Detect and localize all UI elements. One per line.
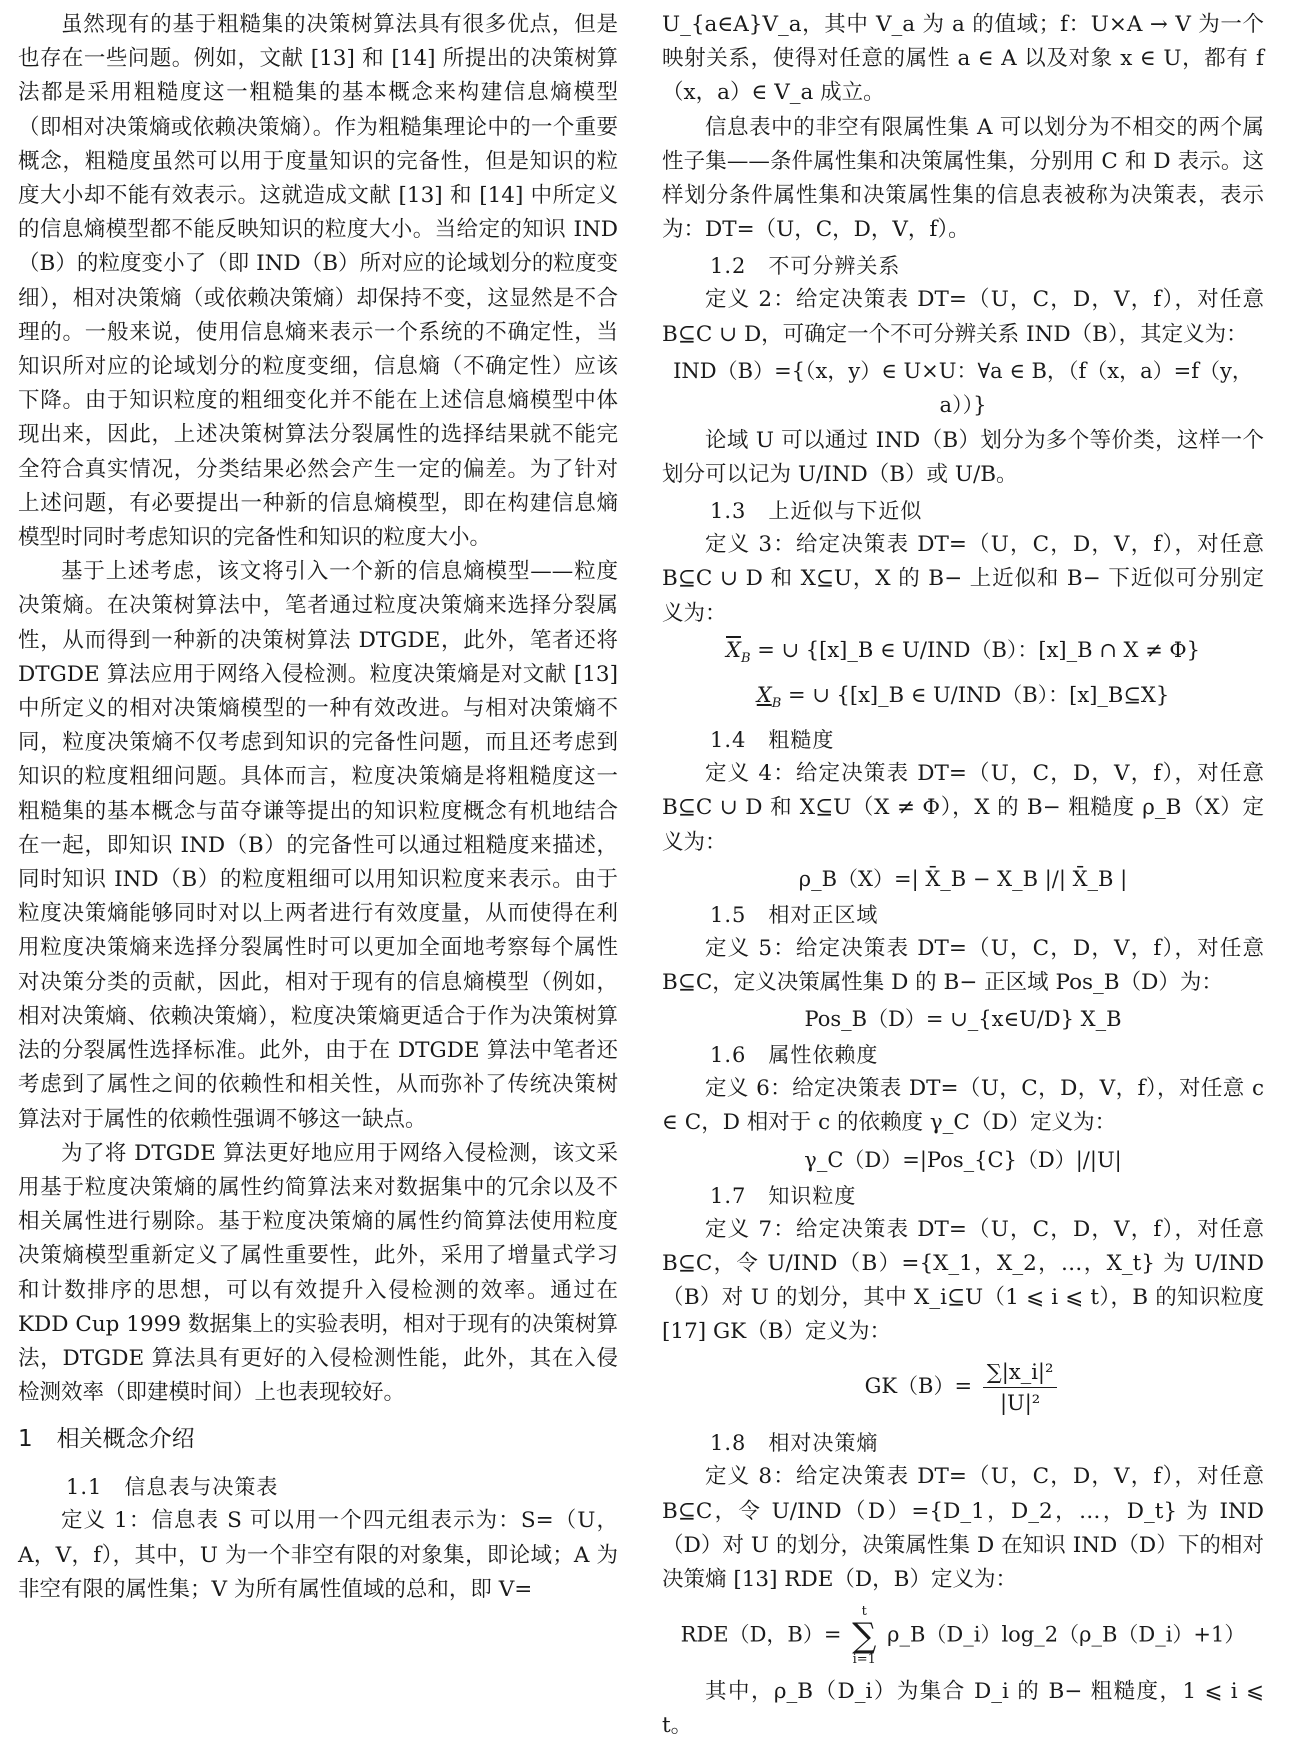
lower-approx-rhs: = ∪ {[x]_B ∈ U/IND（B）：[x]_B⊆X} xyxy=(787,683,1170,708)
lower-approximation-formula xyxy=(662,678,1264,721)
definition-8: 定义 8：给定决策表 DT=（U，C，D，V，f），对任意 B⊆C，令 U/IND（D）={D_1，D_2，…，D_t} 为 IND（D）对 U 的划分，决策属性集 D 在知识 IND（D）下的相对决策熵 [13] RDE（D，B）定义为： xyxy=(662,1464,1264,1593)
subsection-1-2-title: 不可分辨关系 xyxy=(768,254,901,279)
gk-lhs: GK（B）= xyxy=(864,1374,973,1399)
definition-2: 定义 2：给定决策表 DT=（U，C，D，V，f），对任意 B⊆C ∪ D，可确定一个不可分辨关系 IND（B），其定义为： xyxy=(662,287,1264,347)
section-1-number: 1 xyxy=(18,1426,33,1453)
subsection-1-1-heading xyxy=(18,1470,618,1504)
subsection-1-4-heading xyxy=(662,723,1264,757)
lower-approx-symbol: X xyxy=(756,683,772,708)
definition-1: 定义 1：信息表 S 可以用一个四元组表示为：S=（U，A，V，f），其中，U 为一个非空有限的对象集，即论域；A 为非空有限的属性集；V 为所有属性值域的总和，即 V= xyxy=(18,1508,618,1602)
upper-approximation-formula xyxy=(662,633,1264,676)
subsection-1-2-number: 1.2 xyxy=(710,254,747,279)
lower-approx-subscript: B xyxy=(771,696,782,712)
definition-4: 定义 4：给定决策表 DT=（U，C，D，V，f），对任意 B⊆C ∪ D 和 X⊆U（X ≠ Φ），X 的 B− 粗糙度 ρ_B（X）定义为： xyxy=(662,761,1264,855)
subsection-1-5-title: 相对正区域 xyxy=(768,902,879,927)
upper-approx-subscript: B xyxy=(740,651,751,667)
right-column xyxy=(662,8,1264,1744)
definition-8-note: 其中，ρ_B（D_i）为集合 D_i 的 B− 粗糙度，1 ⩽ i ⩽ t。 xyxy=(662,1679,1264,1739)
summation-operator xyxy=(852,1605,876,1667)
positive-region-formula: Pos_B（D）= ∪_{x∈U/D} X_B xyxy=(804,1007,1122,1032)
subsection-1-2-heading xyxy=(662,249,1264,283)
definition-3: 定义 3：给定决策表 DT=（U，C，D，V，f），对任意 B⊆C ∪ D 和 X⊆U，X 的 B− 上近似和 B− 下近似可分别定义为： xyxy=(662,532,1264,626)
partition-paragraph: 论域 U 可以通过 IND（B）划分为多个等价类，这样一个划分可以记为 U/IND（B）或 U/B。 xyxy=(662,427,1264,488)
intro-paragraph-1: 虽然现有的基于粗糙集的决策树算法具有很多优点，但是也存在一些问题。例如，文献 [13] 和 [14] 所提出的决策树算法都是采用粗糙度这一粗糙集的基本概念来构建信息熵模型（即相对决策熵或依赖决策熵）。作为粗糙集理论中的一个重要概念，粗糙度虽然可以用于度量知识的完备性，但是知识的粒度大小却不能有效表示。这就造成文献 [13] 和 [14] 中所定义的信息熵模型都不能反映知识的粒度大小。当给定的知识 IND（B）的粒度变小了（即 IND（B）所对应的论域划分的粒度变细），相对决策熵（或依赖决策熵）却保持不变，这显然是不合理的。一般来说，使用信息熵来表示一个系统的不确定性，当知识所对应的论域划分的粒度变细，信息熵（不确定性）应该下降。由于知识粒度的粗细变化并不能在上述信息熵模型中体现出来，因此，上述决策树算法分裂属性的选择结果就不能完全符合真实情况，分类结果必然会产生一定的偏差。为了针对上述问题，有必要提出一种新的信息熵模型，即在构建信息熵模型时同时考虑知识的完备性和知识的粒度大小。 xyxy=(18,12,618,551)
rde-rhs: ρ_B（D_i）log_2（ρ_B（D_i）+1） xyxy=(887,1622,1246,1647)
subsection-1-1-title: 信息表与决策表 xyxy=(124,1475,279,1500)
upper-approx-symbol: $\overline{X}$ xyxy=(726,637,741,662)
decision-table-paragraph: 信息表中的非空有限属性集 A 可以划分为不相交的两个属性子集——条件属性集和决策属性集，分别用 C 和 D 表示。这样划分条件属性集和决策属性集的信息表被称为决策表，表示为：DT=（U，C，D，V，f）。 xyxy=(662,114,1264,243)
subsection-1-3-heading xyxy=(662,494,1264,528)
subsection-1-3-title: 上近似与下近似 xyxy=(768,499,923,524)
knowledge-granularity-formula xyxy=(662,1357,1264,1418)
subsection-1-7-heading xyxy=(662,1179,1264,1213)
subsection-1-8-title: 相对决策熵 xyxy=(768,1431,879,1456)
subsection-1-3-number: 1.3 xyxy=(710,499,747,524)
subsection-1-1-number: 1.1 xyxy=(66,1475,103,1500)
relative-decision-entropy-formula xyxy=(662,1605,1264,1667)
sum-upper-limit: t xyxy=(861,1604,867,1620)
subsection-1-8-heading xyxy=(662,1426,1264,1460)
dependency-formula: γ_C（D）=|Pos_{C}（D）|/|U| xyxy=(804,1147,1122,1172)
subsection-1-5-heading xyxy=(662,898,1264,932)
subsection-1-7-number: 1.7 xyxy=(710,1183,747,1208)
definition-6: 定义 6：给定决策表 DT=（U，C，D，V，f），对任意 c ∈ C，D 相对于 c 的依赖度 γ_C（D）定义为： xyxy=(662,1076,1264,1136)
subsection-1-4-title: 粗糙度 xyxy=(768,728,835,753)
rde-lhs: RDE（D，B）= xyxy=(680,1622,842,1647)
definition-1-continued: U_{a∈A}V_a，其中 V_a 为 a 的值域；f：U×A → V 为一个映射关系，使得对任意的属性 a ∈ A 以及对象 x ∈ U，都有 f（x，a）∈ V_a 成立。 xyxy=(662,12,1264,106)
section-1-title: 相关概念介绍 xyxy=(56,1426,195,1453)
sum-lower-limit: i=1 xyxy=(852,1652,876,1668)
ind-formula: IND（B）={（x，y）∈ U×U：∀a ∈ B，（f（x，a）=f（y，a））} xyxy=(673,358,1253,417)
sum-symbol: ∑ xyxy=(852,1616,877,1657)
section-1-heading xyxy=(18,1422,618,1456)
upper-approx-rhs: = ∪ {[x]_B ∈ U/IND（B）：[x]_B ∩ X ≠ Φ} xyxy=(757,637,1200,662)
left-column xyxy=(18,8,618,1607)
subsection-1-7-title: 知识粒度 xyxy=(768,1183,857,1208)
subsection-1-6-heading xyxy=(662,1038,1264,1072)
subsection-1-6-title: 属性依赖度 xyxy=(768,1043,879,1068)
gk-fraction xyxy=(983,1357,1058,1418)
gk-denominator: |U|² xyxy=(999,1391,1041,1416)
roughness-formula: ρ_B（X）=| X̄_B − X_B |/| X̄_B | xyxy=(798,866,1128,891)
subsection-1-4-number: 1.4 xyxy=(710,728,747,753)
definition-7: 定义 7：给定决策表 DT=（U，C，D，V，f），对任意 B⊆C，令 U/IND（B）={X_1，X_2，…，X_t} 为 U/IND（B）对 U 的划分，其中 X_i⊆U（1 ⩽ i ⩽ t），B 的知识粒度 [17] GK（B）定义为： xyxy=(662,1216,1264,1345)
definition-5: 定义 5：给定决策表 DT=（U，C，D，V，f），对任意 B⊆C，定义决策属性集 D 的 B− 正区域 Pos_B（D）为： xyxy=(662,935,1264,996)
intro-paragraph-3: 为了将 DTGDE 算法更好地应用于网络入侵检测，该文采用基于粒度决策熵的属性约简算法来对数据集中的冗余以及不相关属性进行剔除。基于粒度决策熵的属性约简算法使用粒度决策熵模型重新定义了属性重要性，此外，采用了增量式学习和计数排序的思想，可以有效提升入侵检测的效率。通过在 KDD Cup 1999 数据集上的实验表明，相对于现有的决策树算法，DTGDE 算法具有更好的入侵检测性能，此外，其在入侵检测效率（即建模时间）上也表现较好。 xyxy=(18,1140,618,1406)
subsection-1-6-number: 1.6 xyxy=(710,1043,747,1068)
subsection-1-8-number: 1.8 xyxy=(710,1431,747,1456)
gk-numerator: ∑|x_i|² xyxy=(983,1357,1058,1388)
intro-paragraph-2: 基于上述考虑，该文将引入一个新的信息熵模型——粒度决策熵。在决策树算法中，笔者通过粒度决策熵来选择分裂属性，从而得到一种新的决策树算法 DTGDE，此外，笔者还将 DTGDE 算法应用于网络入侵检测。粒度决策熵是对文献 [13] 中所定义的相对决策熵模型的一种有效改进。与相对决策熵不同，粒度决策熵不仅考虑到知识的完备性问题，而且还考虑到知识的粒度粗细问题。具体而言，粒度决策熵是将粗糙度这一粗糙集的基本概念与苗夺谦等提出的知识粒度概念有机地结合在一起，即知识 IND（B）的完备性可以通过粗糙度来描述，同时知识 IND（B）的粒度粗细可以用知识粒度来表示。由于粒度决策熵能够同时对以上两者进行有效度量，从而使得在利用粒度决策熵来选择分裂属性时可以更加全面地考察每个属性对决策分类的贡献，因此，相对于现有的信息熵模型（例如，相对决策熵、依赖决策熵），粒度决策熵更适合于作为决策树算法的分裂属性选择标准。此外，由于在 DTGDE 算法中笔者还考虑到了属性之间的依赖性和相关性，从而弥补了传统决策树算法对于属性的依赖性强调不够这一缺点。 xyxy=(18,559,618,1132)
subsection-1-5-number: 1.5 xyxy=(710,902,747,927)
